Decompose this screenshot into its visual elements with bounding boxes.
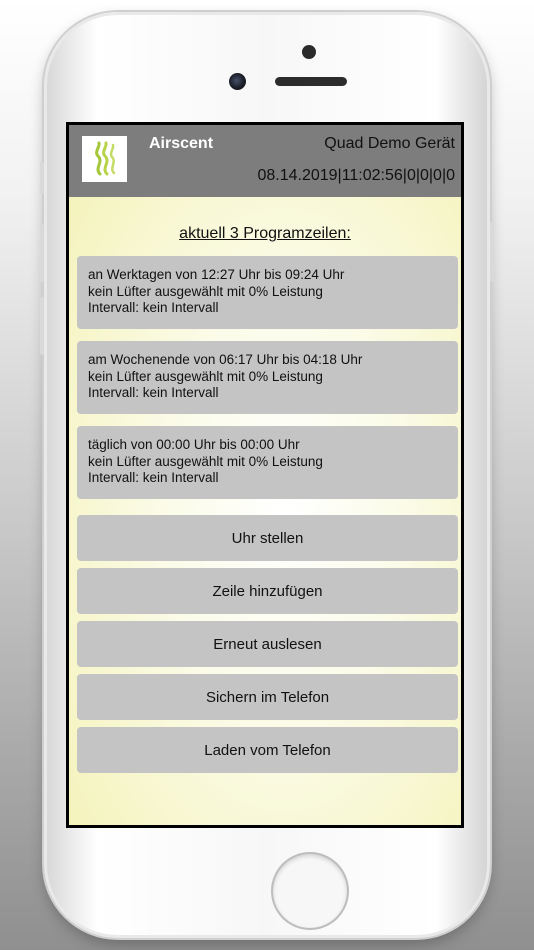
program-schedule: an Werktagen von 12:27 Uhr bis 09:24 Uhr <box>88 267 345 282</box>
program-line-card[interactable] <box>77 341 458 414</box>
program-fan: kein Lüfter ausgewählt mit 0% Leistung <box>88 368 323 384</box>
device-datetime: 08.14.2019|11:02:56|0|0|0|0 <box>257 167 455 184</box>
program-line-card[interactable] <box>77 256 458 329</box>
volume-down-button <box>40 297 44 355</box>
app-header <box>69 125 461 197</box>
read-again-button[interactable]: Erneut auslesen <box>77 621 458 667</box>
earpiece-speaker <box>275 77 347 86</box>
program-fan: kein Lüfter ausgewählt mit 0% Leistung <box>88 283 323 299</box>
screen <box>66 122 464 828</box>
program-interval: Intervall: kein Intervall <box>88 470 219 485</box>
load-from-phone-button[interactable]: Laden vom Telefon <box>77 727 458 773</box>
program-count-title: aktuell 3 Programzeilen: <box>179 225 351 242</box>
program-interval: Intervall: kein Intervall <box>88 385 219 400</box>
front-sensor <box>302 45 316 59</box>
program-schedule: täglich von 00:00 Uhr bis 00:00 Uhr <box>88 437 300 452</box>
volume-up-button <box>40 224 44 282</box>
add-line-button[interactable]: Zeile hinzufügen <box>77 568 458 614</box>
set-clock-button[interactable]: Uhr stellen <box>77 515 458 561</box>
power-button <box>490 222 494 282</box>
save-to-phone-button[interactable]: Sichern im Telefon <box>77 674 458 720</box>
device-name: Quad Demo Gerät <box>324 135 455 152</box>
app-view <box>69 125 461 825</box>
airscent-logo-icon <box>82 136 127 182</box>
program-fan: kein Lüfter ausgewählt mit 0% Leistung <box>88 453 323 469</box>
program-line-card[interactable] <box>77 426 458 499</box>
front-camera <box>229 73 246 90</box>
home-button[interactable] <box>273 854 347 928</box>
program-schedule: am Wochenende von 06:17 Uhr bis 04:18 Uhr <box>88 352 363 367</box>
mute-switch <box>40 162 44 194</box>
program-interval: Intervall: kein Intervall <box>88 300 219 315</box>
app-name: Airscent <box>149 135 214 152</box>
